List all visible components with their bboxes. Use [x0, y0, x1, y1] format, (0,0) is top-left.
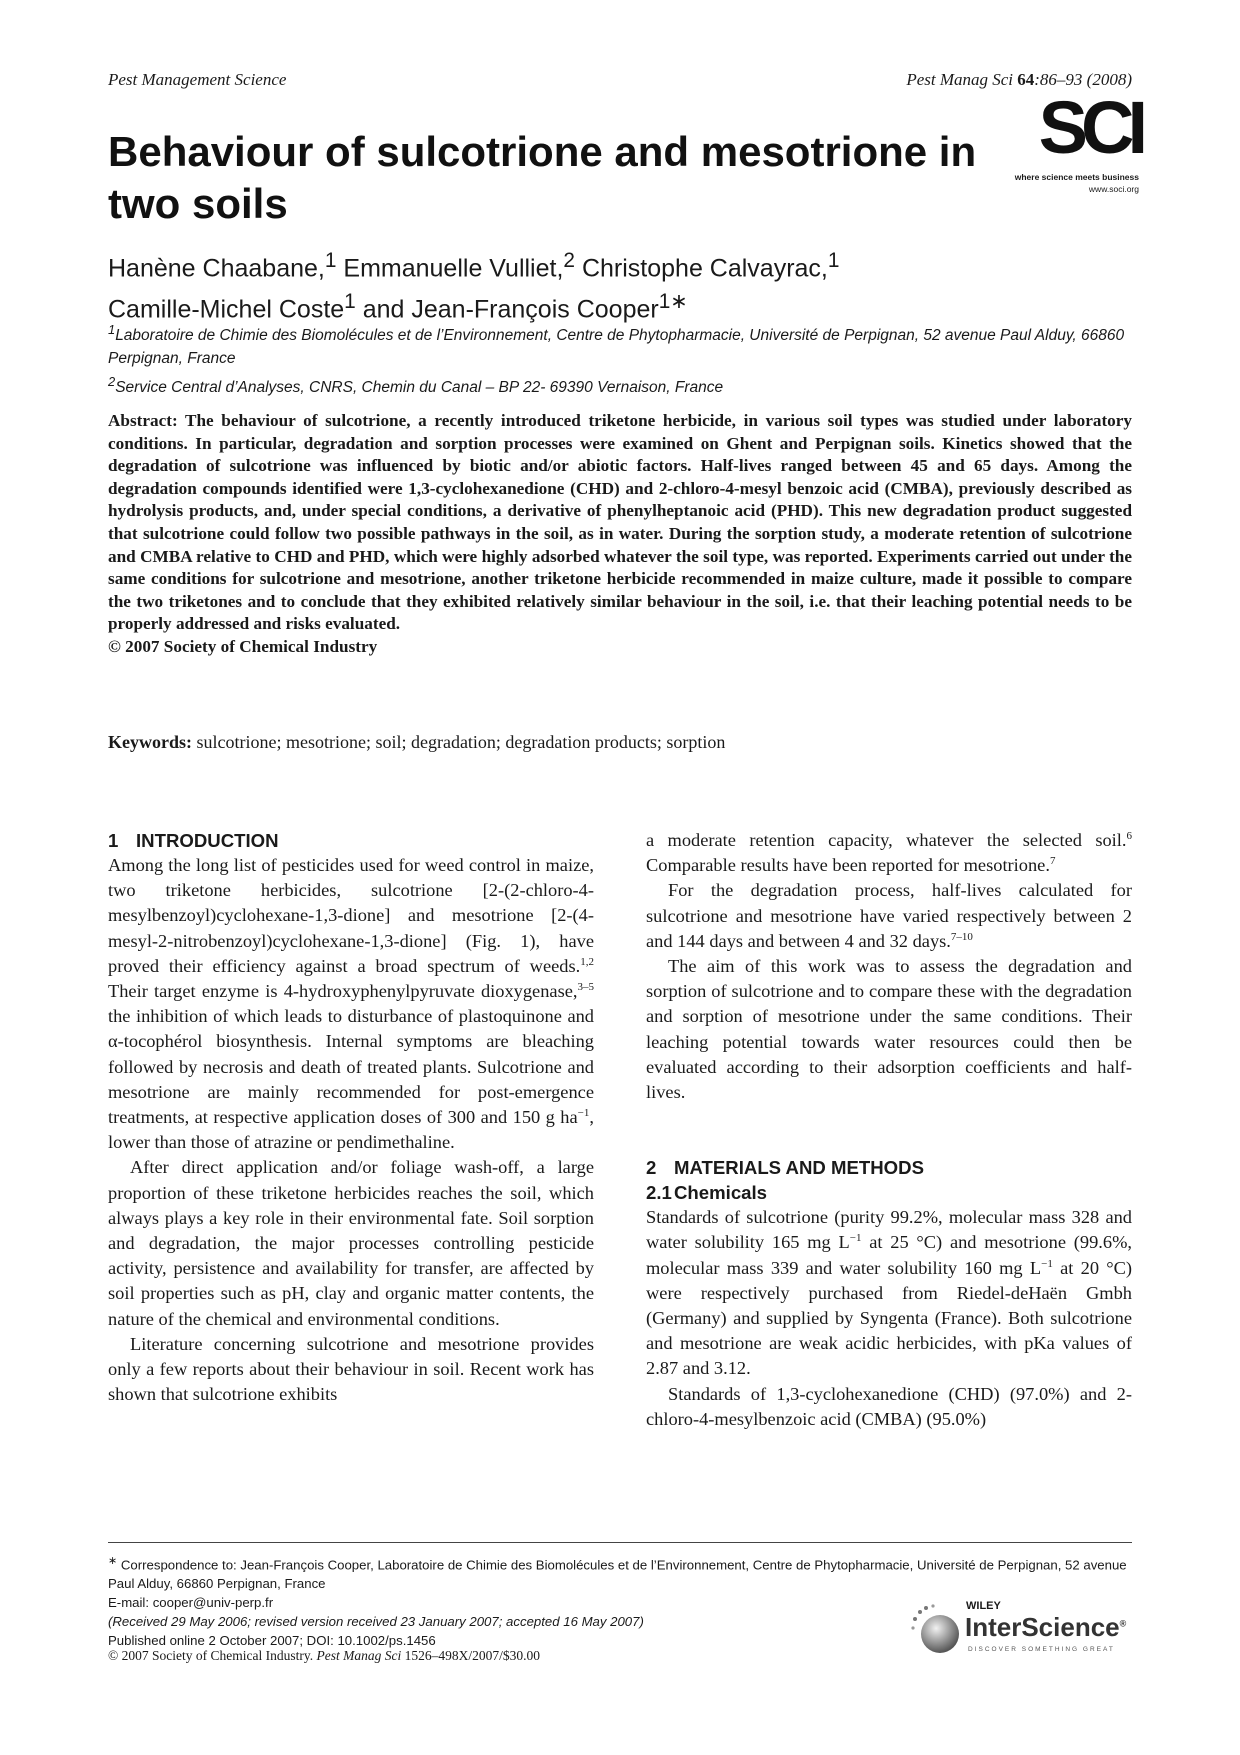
footnote-divider: [108, 1542, 1132, 1543]
subsection-heading-chemicals: 2.1 Chemicals: [646, 1182, 768, 1204]
intro-paragraph-3: Literature concerning sulcotrione and mesotrione provides only a few reports about their behaviour in soil. Recent work has shown that sulcotrione exhibits: [108, 1333, 594, 1405]
keywords: Keywords: sulcotrione; mesotrione; soil; degradation; degradation products; sorption: [108, 732, 726, 752]
column-right: [646, 828, 1132, 1432]
footnote-received: (Received 29 May 2006; revised version received 23 January 2007; accepted 16 May 2007): [108, 1614, 644, 1630]
section-heading-introduction: 1 INTRODUCTION: [108, 830, 279, 851]
article-title: Behaviour of sulcotrione and mesotrione in two soils: [108, 128, 977, 227]
footnote-published: Published online 2 October 2007; DOI: 10.1002/ps.1456: [108, 1633, 436, 1649]
intro-paragraph-4: For the degradation process, half-lives calculated for sulcotrione and mesotrione have varied respectively between 2 and 144 days and between 4 and 32 days.$^{7-10}$: [646, 880, 1132, 951]
running-head-citation: Pest Manag Sci 64:86–93 (2008): [906, 70, 1132, 89]
sci-logo: [1003, 86, 1141, 198]
methods-paragraph-2: Standards of 1,3-cyclohexanedione (CHD) (97.0%) and 2-chloro-4-mesylbenzoic acid (CMBA) (95.0%): [646, 1383, 1132, 1429]
affiliations: [108, 318, 1138, 399]
column-left: [108, 828, 594, 1407]
wiley-tagline: DISCOVER SOMETHING GREAT: [968, 1646, 1115, 1653]
affiliation-2: $^2$Service Central d’Analyses, CNRS, Chemin du Canal – BP 22- 69390 Vernaison, France: [108, 374, 724, 397]
abstract: [108, 410, 1132, 659]
sci-logo-word: SCI: [1038, 86, 1141, 169]
abstract-text: Abstract: The behaviour of sulcotrione, a recently introduced triketone herbicide, in various soil types was studied under laboratory conditions. In particular, degradation and sorption processes were examined on Ghent and Perpignan soils. Kinetics showed that the degradation of sulcotrione was influenced by biotic and/or abiotic factors. Half-lives ranged between 45 and 65 days. Among the degradation compounds identified were 1,3-cyclohexanedione (CHD) and 2-chloro-4-mesyl benzoic acid (CMBA), previously described as hydrolysis products, and, under special conditions, a derivative of phenylheptanoic acid (PHD). This new degradation product suggested that sulcotrione could follow two possible pathways in the soil, as in water. During the sorption study, a moderate retention of sulcotrione and CMBA relative to CHD and PHD, which were highly adsorbed whatever the soil type, was reported. Experiments carried out under the same conditions for sulcotrione and mesotrione, another triketone herbicide recommended in maize culture, made it possible to compare the two triketones and to conclude that they exhibited relatively similar behaviour in the soil, i.e. that their leaching potential needs to be properly addressed and risks evaluated.: [108, 411, 1132, 634]
intro-paragraph-3-continued: a moderate retention capacity, whatever the selected soil.$^6$ Comparable results have been reported for mesotrione.$^7$: [646, 829, 1132, 876]
interscience-brand: InterScience®: [965, 1612, 1127, 1642]
author-list: Hanène Chaabane,$^1$ Emmanuelle Vulliet,$^2$ Christophe Calvayrac,$^1$ Camille-Michel Coste$^1$ and Jean-François Cooper$^{1∗}$: [108, 249, 840, 324]
intro-paragraph-1: Among the long list of pesticides used for weed control in maize, two triketone herbicides, sulcotrione [2-(2-chloro-4-mesylbenzoyl)cyclohexane-1,3-dione] and mesotrione [2-(4-mesyl-2-nitrobenzoyl)cyclohexane-1,3-dione] (Fig. 1), have proved their efficiency against a broad spectrum of weeds.$^{1,2}$ Their target enzyme is 4-hydroxyphenylpyruvate dioxygenase,$^{3-5}$ the inhibition of which leads to disturbance of plastoquinone and α-tocophérol biosynthesis. Internal symptoms are bleaching followed by necrosis and death of treated plants. Sulcotrione and mesotrione are mainly recommended for post-emergence treatments, at respective application doses of 300 and 150 g $ha^{-1}$, lower than those of atrazine or pendimethaline.: [108, 855, 594, 1153]
section-heading-methods: 2 MATERIALS AND METHODS: [646, 1157, 924, 1179]
intro-paragraph-5: The aim of this work was to assess the degradation and sorption of sulcotrione and to compare these with the degradation and sorption of mesotrione under the same conditions. Their leaching potential towards water resources could then be evaluated according to their adsorption coefficients and half-lives.: [646, 956, 1132, 1103]
sci-logo-url: www.soci.org: [1088, 184, 1139, 194]
intro-paragraph-2: After direct application and/or foliage wash-off, a large proportion of these triketone herbicides reaches the soil, which always plays a key role in their environmental fate. Soil sorption and degradation, the major processes controlling pesticide activity, persistence and availability for transfer, are affected by soil properties such as pH, clay and organic matter contents, the nature of the chemical and environmental conditions.: [108, 1157, 594, 1329]
footnote-correspondence: ∗ Correspondence to: Jean-François Cooper, Laboratoire de Chimie des Biomolécules et de l’Environnement, Centre de Phytopharmacie, Université de Perpignan, 52 avenue Paul Alduy, 66860 Perpignan, France: [108, 1555, 1127, 1592]
wiley-name: WILEY: [966, 1600, 1001, 1612]
methods-paragraph-1: Standards of sulcotrione (purity 99.2%, molecular mass 328 and water solubility 165 mg $L^{-1}$ at 25 °C) and mesotrione (99.6%, molecular mass 339 and water solubility 160 mg $L^{-1}$ at 20 °C) were respectively purchased from Riedel-deHaën Gmbh (Germany) and supplied by Syngenta (France). Both sulcotrione and mesotrione are weak acidic herbicides, with pKa values of 2.87 and 3.12.: [646, 1207, 1133, 1379]
abstract-copyright: © 2007 Society of Chemical Industry: [108, 636, 378, 656]
footnote-email: E-mail: cooper@univ-perp.fr: [108, 1595, 274, 1611]
globe-icon: [910, 1604, 962, 1656]
affiliation-1: $^1$Laboratoire de Chimie des Biomolécules et de l’Environnement, Centre de Phytopharmacie, Université de Perpignan, 52 avenue Paul Alduy, 66860 Perpignan, France: [108, 322, 1125, 368]
wiley-interscience-logo: [910, 1598, 1140, 1668]
sci-logo-tagline: where science meets business: [1014, 172, 1139, 182]
running-head-journal: Pest Management Science: [108, 70, 287, 89]
copyright-line: © 2007 Society of Chemical Industry. Pest Manag Sci 1526–498X/2007/$30.00: [108, 1648, 540, 1663]
